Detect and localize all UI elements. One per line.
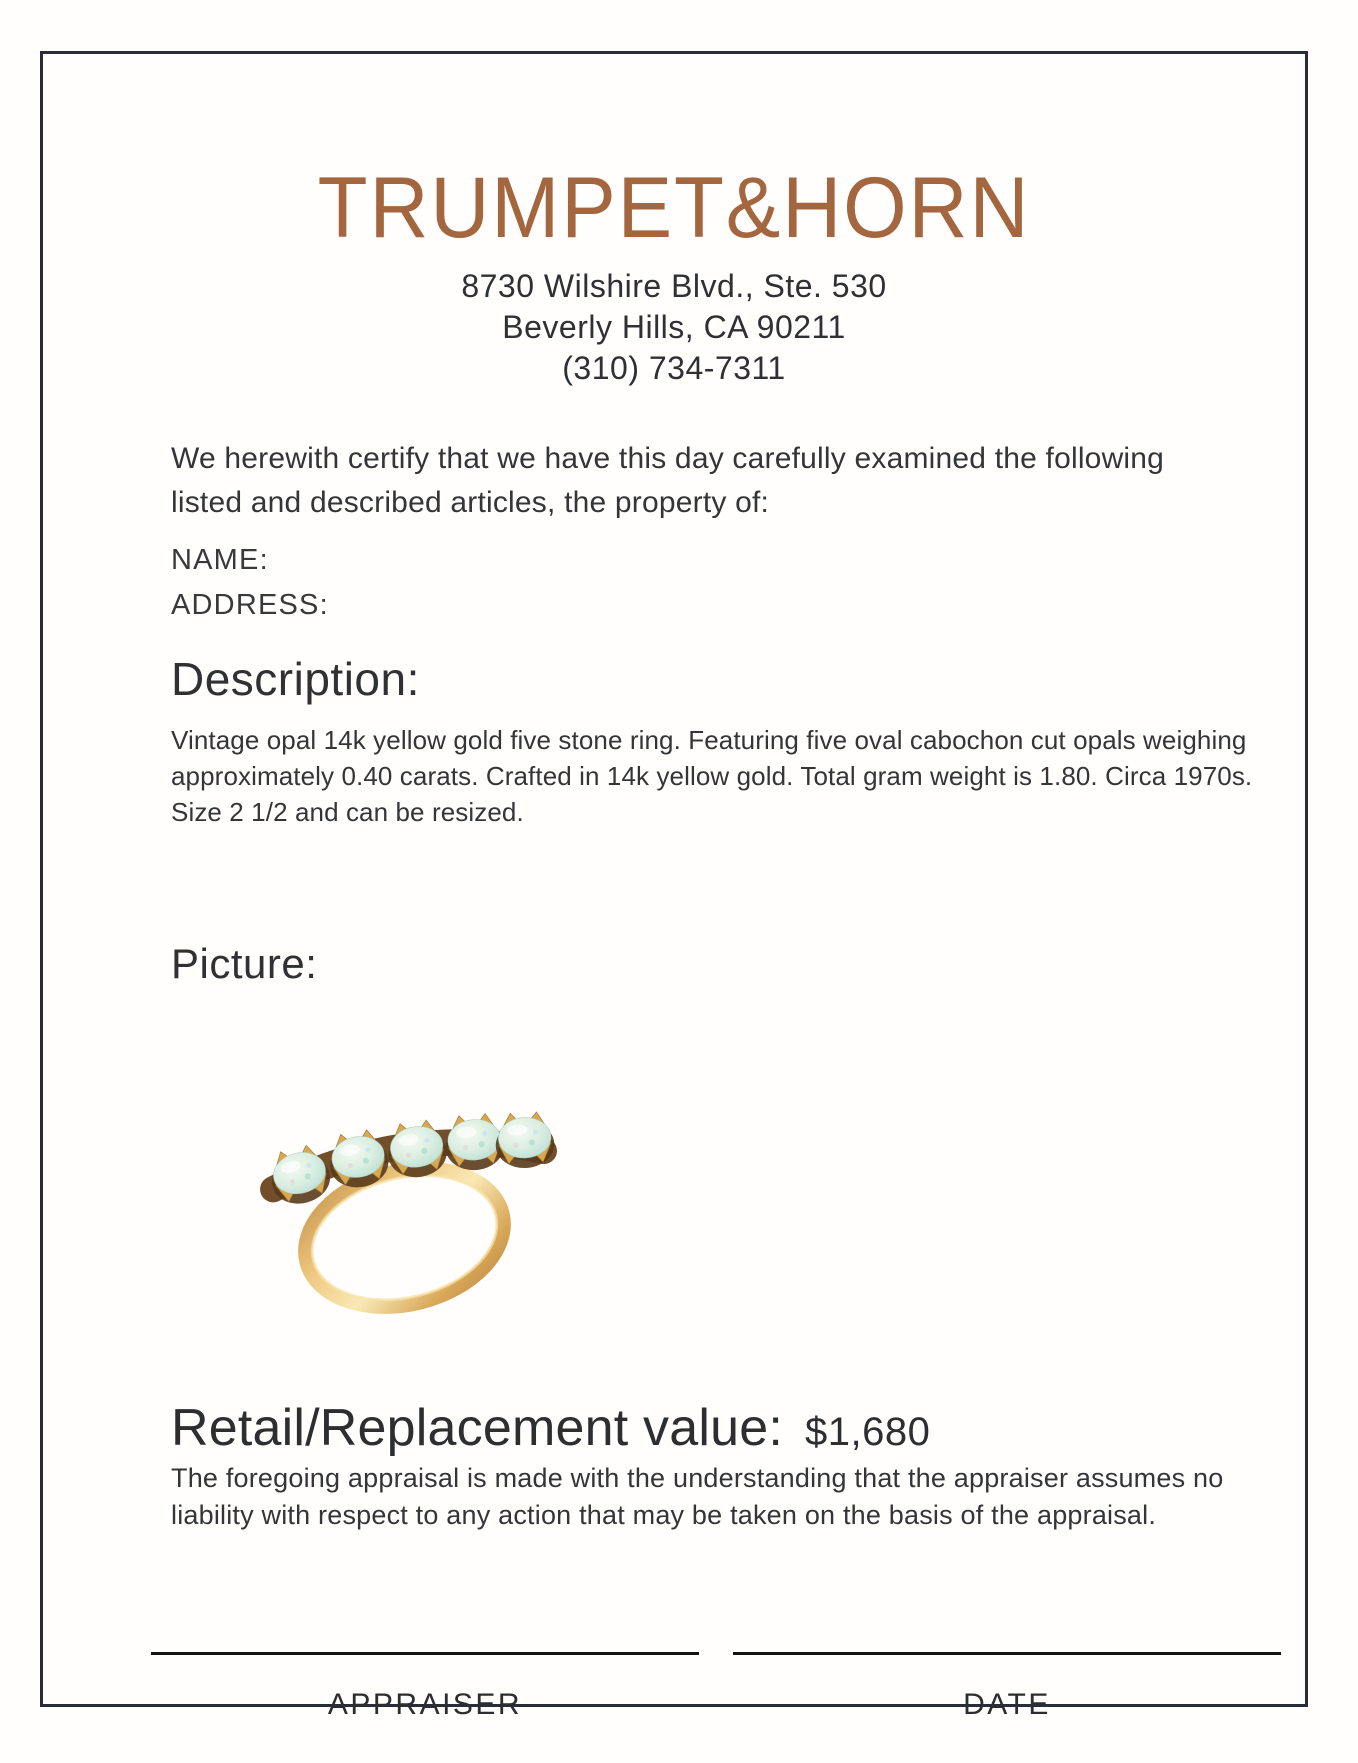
certification-line-1: We herewith certify that we have this day carefully examined the following xyxy=(171,442,1165,475)
valuation-disclaimer xyxy=(171,1460,1223,1534)
certificate-border-frame xyxy=(40,51,1308,1721)
disclaimer-line-2: liability with respect to any action that may be taken on the basis of the appraisal. xyxy=(171,1500,1157,1530)
certification-line-2: listed and described articles, the property of: xyxy=(171,486,770,519)
description-line-2: approximately 0.40 carats. Crafted in 14k yellow gold. Total gram weight is 1.80. Circa 1970s. xyxy=(171,761,1253,791)
date-label: DATE xyxy=(963,1688,1051,1721)
description-heading: Description: xyxy=(171,653,420,705)
store-address-line-2: Beverly Hills, CA 90211 xyxy=(502,309,846,345)
owner-name-label: NAME: xyxy=(171,544,269,576)
ring-photo xyxy=(251,1106,559,1324)
disclaimer-line-1: The foregoing appraisal is made with the understanding that the appraiser assumes no xyxy=(171,1463,1224,1493)
description-body xyxy=(171,722,1252,830)
valuation-row xyxy=(171,1398,930,1458)
valuation-amount: $1,680 xyxy=(805,1410,931,1454)
owner-address-label: ADDRESS: xyxy=(171,589,329,621)
appraiser-label: APPRAISER xyxy=(327,1688,523,1721)
description-line-3: Size 2 1/2 and can be resized. xyxy=(171,797,524,827)
date-signature-line xyxy=(733,1652,1281,1655)
valuation-heading: Retail/Replacement value: xyxy=(171,1399,783,1457)
store-phone: (310) 734-7311 xyxy=(562,350,786,386)
certification-statement xyxy=(171,437,1164,525)
store-address-line-1: 8730 Wilshire Blvd., Ste. 530 xyxy=(461,268,887,304)
picture-heading: Picture: xyxy=(171,940,318,987)
appraiser-signature-line xyxy=(151,1652,699,1655)
brand-logo: TRUMPET&HORN xyxy=(317,160,1031,256)
description-line-1: Vintage opal 14k yellow gold five stone ring. Featuring five oval cabochon cut opals weighing xyxy=(171,725,1247,755)
store-address-block xyxy=(43,266,1305,389)
